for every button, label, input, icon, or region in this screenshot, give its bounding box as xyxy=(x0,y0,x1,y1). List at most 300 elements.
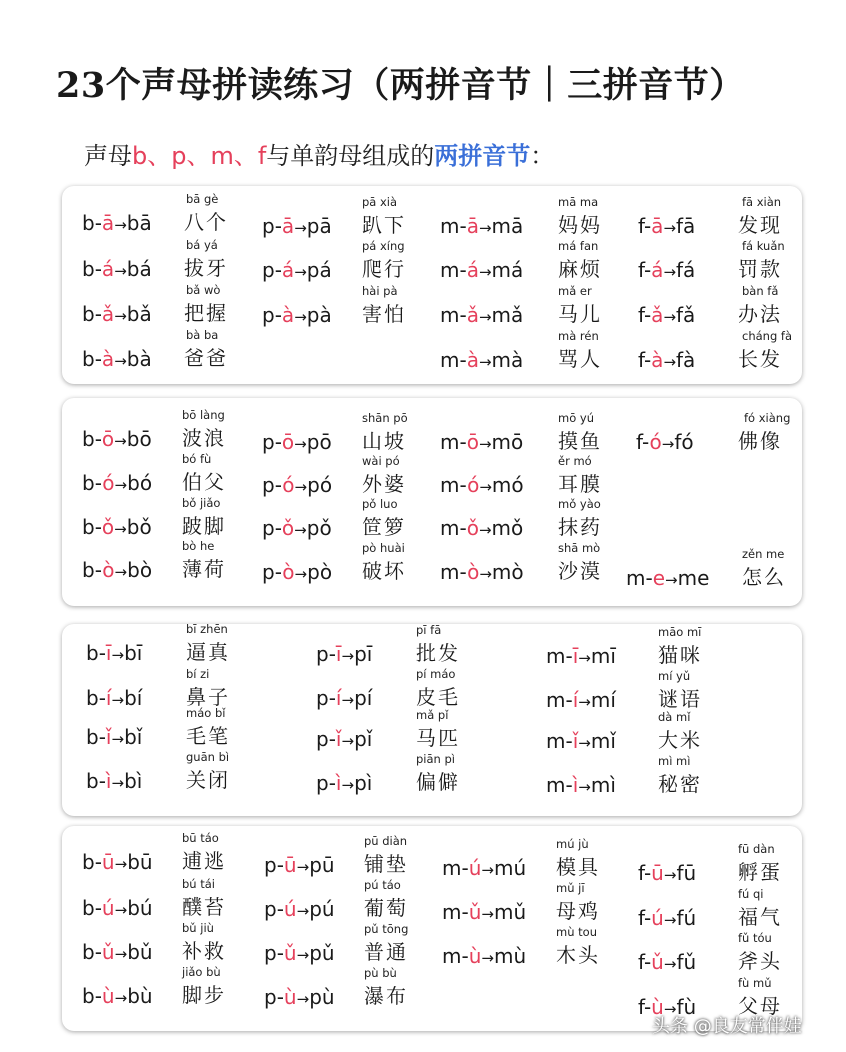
vowel: ō xyxy=(466,430,479,454)
pinyin-label: bí zi xyxy=(186,667,210,681)
chinese-word: 沙漠 xyxy=(558,559,602,583)
result-syllable: fù xyxy=(676,995,697,1019)
arrow-icon: → xyxy=(479,565,492,583)
vowel: ù xyxy=(468,944,482,968)
dash: - xyxy=(643,258,652,282)
initial: p xyxy=(262,473,275,497)
result-syllable: mō xyxy=(491,430,524,454)
spelling-equation xyxy=(546,729,616,755)
pinyin-label: fó xiàng xyxy=(744,411,791,425)
spelling-equation xyxy=(82,211,152,237)
pinyin-label: bú tái xyxy=(182,877,215,891)
dash: - xyxy=(94,896,102,920)
initial: p xyxy=(262,430,275,454)
pinyin-label: fū dàn xyxy=(738,842,775,856)
dash: - xyxy=(274,473,283,497)
result-syllable: pā xyxy=(306,214,332,238)
pinyin-label: fù mǔ xyxy=(738,976,772,990)
dash: - xyxy=(641,430,650,454)
result-syllable: mǔ xyxy=(493,900,527,924)
vowel: ǎ xyxy=(466,303,479,327)
arrow-icon: → xyxy=(111,691,125,709)
arrow-icon: → xyxy=(111,646,125,664)
vowel: ò xyxy=(282,560,295,584)
section-heading xyxy=(84,136,554,171)
arrow-icon: → xyxy=(478,353,492,371)
result-syllable: fā xyxy=(676,214,696,238)
pinyin-label: mú jù xyxy=(556,837,589,851)
arrow-icon: → xyxy=(341,647,355,665)
dash: - xyxy=(94,347,102,371)
chinese-word: 木头 xyxy=(556,943,600,967)
dash: - xyxy=(565,773,573,797)
pinyin-label: pù bù xyxy=(364,966,397,980)
arrow-icon: → xyxy=(661,435,675,453)
pinyin-label: mǒ yào xyxy=(558,497,601,511)
spelling-equation xyxy=(264,985,335,1011)
vowel: ǒ xyxy=(466,516,479,540)
chinese-word: 伯父 xyxy=(182,470,226,494)
initial: m xyxy=(440,560,460,584)
pinyin-label: bī zhēn xyxy=(186,622,228,636)
arrow-icon: → xyxy=(663,866,677,884)
dash: - xyxy=(461,856,469,880)
dash: - xyxy=(459,258,467,282)
pinyin-label: bǎ wò xyxy=(186,283,221,297)
arrow-icon: → xyxy=(296,858,310,876)
chinese-word: 骂人 xyxy=(558,347,602,371)
initial: f xyxy=(638,303,644,327)
arrow-icon: → xyxy=(296,946,310,964)
vowel: á xyxy=(281,258,295,282)
pinyin-label: mō yú xyxy=(558,411,594,425)
initial: p xyxy=(262,258,275,282)
initial: m xyxy=(440,473,460,497)
pinyin-label: fā xiàn xyxy=(742,195,782,209)
chinese-word: 逋逃 xyxy=(182,849,226,873)
spelling-equation xyxy=(316,642,372,668)
vowel: à xyxy=(281,303,295,327)
chinese-word: 皮毛 xyxy=(416,685,460,709)
spelling-equation xyxy=(82,850,153,876)
vowel: ó xyxy=(649,430,662,454)
spelling-equation xyxy=(86,641,142,667)
dash: - xyxy=(94,471,103,495)
initial: p xyxy=(264,853,277,877)
vowel: à xyxy=(466,348,479,372)
initial: p xyxy=(262,516,275,540)
chinese-word: 罚款 xyxy=(738,257,782,281)
spelling-equation xyxy=(262,214,332,240)
initial: b xyxy=(82,302,95,326)
spelling-equation xyxy=(262,258,332,284)
dash: - xyxy=(98,769,106,793)
pinyin-label: bàn fǎ xyxy=(742,284,779,298)
arrow-icon: → xyxy=(294,435,307,453)
chinese-word: 批发 xyxy=(416,641,460,665)
chinese-word: 猫咪 xyxy=(658,643,702,667)
result-syllable: bí xyxy=(124,686,143,710)
chinese-word: 偏僻 xyxy=(416,770,460,794)
initial: p xyxy=(316,642,329,666)
spelling-equation xyxy=(82,302,152,328)
dash: - xyxy=(94,515,102,539)
pinyin-label: mù tou xyxy=(556,925,597,939)
spelling-equation xyxy=(262,560,332,586)
chinese-word: 趴下 xyxy=(362,213,406,237)
pinyin-label: jiǎo bù xyxy=(182,965,221,979)
vowel: ā xyxy=(466,214,479,238)
chinese-word: 马儿 xyxy=(558,302,602,326)
result-syllable: mó xyxy=(491,473,524,497)
arrow-icon: → xyxy=(663,353,677,371)
dash: - xyxy=(565,688,573,712)
initial: p xyxy=(316,727,329,751)
spelling-equation xyxy=(264,941,335,967)
spelling-equation xyxy=(546,688,616,714)
vowel: ó xyxy=(282,473,295,497)
chinese-word: 怎么 xyxy=(742,565,786,589)
spelling-equation xyxy=(442,900,526,926)
arrow-icon: → xyxy=(481,905,494,923)
initial: b xyxy=(82,427,95,451)
dash: - xyxy=(94,427,102,451)
result-syllable: pà xyxy=(306,303,332,327)
spelling-equation xyxy=(440,430,523,456)
pinyin-label: mǎ pǐ xyxy=(416,708,449,722)
result-syllable: fà xyxy=(676,348,696,372)
vowel: ǎ xyxy=(101,302,115,326)
result-syllable: bó xyxy=(127,471,153,495)
pinyin-label: má fan xyxy=(558,239,599,253)
spelling-equation xyxy=(82,896,153,922)
dash: - xyxy=(645,566,653,590)
dash: - xyxy=(459,348,467,372)
dash: - xyxy=(274,258,282,282)
vowel: ǔ xyxy=(468,900,482,924)
spelling-equation xyxy=(638,303,695,329)
vowel: ú xyxy=(101,896,115,920)
vowel: ì xyxy=(105,769,112,793)
spelling-equation xyxy=(442,856,526,882)
arrow-icon: → xyxy=(481,861,494,879)
chinese-word: 波浪 xyxy=(182,426,226,450)
vowel: à xyxy=(101,347,115,371)
dash: - xyxy=(328,727,336,751)
pinyin-label: bó fù xyxy=(182,452,212,466)
chinese-word: 爬行 xyxy=(362,257,406,281)
pinyin-label: bà ba xyxy=(186,328,219,342)
arrow-icon: → xyxy=(478,308,492,326)
vowel: á xyxy=(466,258,479,282)
pinyin-label: mí yǔ xyxy=(658,669,691,683)
chinese-word: 大米 xyxy=(658,728,702,752)
dash: - xyxy=(94,302,102,326)
arrow-icon: → xyxy=(578,693,591,711)
spelling-equation xyxy=(440,560,524,586)
spelling-equation xyxy=(82,940,153,966)
result-syllable: mà xyxy=(491,348,524,372)
watermark: 头条 @良友常伴娃 xyxy=(652,1016,802,1037)
arrow-icon: → xyxy=(578,649,591,667)
spelling-equation xyxy=(316,727,372,753)
initial: b xyxy=(86,641,99,665)
result-syllable: fú xyxy=(676,906,697,930)
dash: - xyxy=(643,906,652,930)
dash: - xyxy=(565,644,573,668)
dash: - xyxy=(274,560,283,584)
vowel: ū xyxy=(101,850,115,874)
dash: - xyxy=(459,214,467,238)
dash: - xyxy=(459,560,468,584)
pinyin-label: pā xià xyxy=(362,195,398,209)
result-syllable: bǒ xyxy=(126,515,152,539)
pinyin-label: mǔ jī xyxy=(556,881,585,895)
chinese-word: 鼻子 xyxy=(186,685,230,709)
pinyin-label: fǔ tóu xyxy=(738,931,772,945)
vowel: ū xyxy=(283,853,297,877)
arrow-icon: → xyxy=(114,520,127,538)
pinyin-label: mǎ er xyxy=(558,284,592,298)
initial: b xyxy=(86,725,99,749)
pinyin-label: pí máo xyxy=(416,667,456,681)
arrow-icon: → xyxy=(114,563,128,581)
pinyin-label: mì mì xyxy=(658,754,691,768)
spelling-equation xyxy=(638,258,695,284)
vowel: ǒ xyxy=(101,515,115,539)
pinyin-label: piān pì xyxy=(416,752,455,766)
dash: - xyxy=(328,686,336,710)
dash: - xyxy=(459,473,468,497)
spelling-equation xyxy=(440,303,523,329)
result-syllable: bá xyxy=(126,257,152,281)
dash: - xyxy=(565,729,573,753)
arrow-icon: → xyxy=(111,730,125,748)
chinese-word: 福气 xyxy=(738,905,782,929)
chinese-word: 耳膜 xyxy=(558,472,602,496)
arrow-icon: → xyxy=(294,478,308,496)
initial: f xyxy=(638,861,644,885)
initial: m xyxy=(546,773,566,797)
dash: - xyxy=(276,897,284,921)
vowel: à xyxy=(651,348,664,372)
dash: - xyxy=(461,944,469,968)
vowel: á xyxy=(101,257,115,281)
vowel: ǔ xyxy=(651,950,664,974)
initial: p xyxy=(262,214,275,238)
vowel: ǐ xyxy=(105,725,112,749)
dash: - xyxy=(94,984,102,1008)
arrow-icon: → xyxy=(478,435,492,453)
vowel: ú xyxy=(468,856,482,880)
initial: m xyxy=(546,644,566,668)
chinese-word: 发现 xyxy=(738,213,782,237)
chinese-word: 爸爸 xyxy=(184,346,228,370)
initial: p xyxy=(262,560,275,584)
spelling-equation xyxy=(82,515,152,541)
initial: b xyxy=(82,471,95,495)
vowel: ā xyxy=(101,211,115,235)
chinese-word: 八个 xyxy=(184,210,228,234)
dash: - xyxy=(643,214,652,238)
arrow-icon: → xyxy=(294,565,308,583)
spelling-equation xyxy=(626,566,709,592)
arrow-icon: → xyxy=(296,902,310,920)
initial: m xyxy=(440,516,460,540)
initial: b xyxy=(82,257,95,281)
initial: f xyxy=(638,950,644,974)
result-syllable: fá xyxy=(676,258,696,282)
vowel: ó xyxy=(102,471,115,495)
chinese-word: 马匹 xyxy=(416,726,460,750)
spelling-equation xyxy=(638,348,695,374)
result-syllable: mí xyxy=(590,688,616,712)
vowel: ì xyxy=(335,771,342,795)
arrow-icon: → xyxy=(341,732,355,750)
result-syllable: mù xyxy=(493,944,527,968)
dash: - xyxy=(459,516,467,540)
arrow-icon: → xyxy=(663,219,677,237)
vowel: ǔ xyxy=(101,940,115,964)
arrow-icon: → xyxy=(114,432,127,450)
dash: - xyxy=(328,771,336,795)
arrow-icon: → xyxy=(294,263,307,281)
spelling-equation xyxy=(440,473,524,499)
dash: - xyxy=(643,995,652,1019)
chinese-word: 毛笔 xyxy=(186,724,230,748)
pinyin-label: hài pà xyxy=(362,284,398,298)
vowel: ā xyxy=(651,214,664,238)
initial: m xyxy=(440,430,460,454)
initial: m xyxy=(440,214,460,238)
spelling-equation xyxy=(638,906,696,932)
spelling-equation xyxy=(82,257,152,283)
pinyin-label: guān bì xyxy=(186,750,230,764)
result-syllable: pá xyxy=(306,258,332,282)
result-syllable: mú xyxy=(493,856,527,880)
arrow-icon: → xyxy=(294,219,307,237)
chinese-word: 孵蛋 xyxy=(738,860,782,884)
spelling-equation xyxy=(638,861,696,887)
arrow-icon: → xyxy=(114,352,127,370)
pinyin-label: bū táo xyxy=(182,831,219,845)
initial: f xyxy=(638,995,644,1019)
initial: m xyxy=(546,688,566,712)
chinese-word: 长发 xyxy=(738,347,782,371)
pinyin-label: cháng fà xyxy=(742,329,792,343)
initial: b xyxy=(82,984,95,1008)
initial: m xyxy=(626,566,646,590)
initial: b xyxy=(82,896,95,920)
vowel: ó xyxy=(467,473,480,497)
pinyin-label: māo mī xyxy=(658,625,702,639)
initial: p xyxy=(262,303,275,327)
spelling-equation xyxy=(264,897,335,923)
initial: m xyxy=(442,944,462,968)
spelling-equation xyxy=(82,984,153,1010)
chinese-word: 关闭 xyxy=(186,768,230,792)
result-syllable: mī xyxy=(590,644,616,668)
result-syllable: pí xyxy=(354,686,373,710)
chinese-word: 醭苔 xyxy=(182,895,226,919)
pinyin-label: máo bǐ xyxy=(186,706,226,720)
arrow-icon: → xyxy=(114,262,127,280)
heading-prefix: 声母 xyxy=(84,142,132,170)
result-syllable: bā xyxy=(126,211,152,235)
arrow-icon: → xyxy=(294,521,307,539)
dash: - xyxy=(98,641,106,665)
dash: - xyxy=(643,950,652,974)
spelling-equation xyxy=(262,430,332,456)
spelling-equation xyxy=(546,644,616,670)
page-title: 23个声母拼读练习（两拼音节｜三拼音节） xyxy=(56,65,745,106)
dash: - xyxy=(94,211,102,235)
chinese-word: 葡萄 xyxy=(364,896,408,920)
spelling-equation xyxy=(82,347,152,373)
spelling-equation xyxy=(440,214,523,240)
result-syllable: bǔ xyxy=(127,940,153,964)
chinese-word: 脚步 xyxy=(182,983,226,1007)
heading-colon: ： xyxy=(530,142,555,170)
initial: p xyxy=(316,686,329,710)
initial: f xyxy=(638,258,644,282)
dash: - xyxy=(276,941,284,965)
chinese-word: 办法 xyxy=(738,302,782,326)
pinyin-label: bǔ jiù xyxy=(182,921,214,935)
arrow-icon: → xyxy=(114,855,128,873)
initial: m xyxy=(440,303,460,327)
vowel: ī xyxy=(105,641,112,665)
result-syllable: bò xyxy=(127,558,153,582)
result-syllable: mǐ xyxy=(590,729,616,753)
arrow-icon: → xyxy=(114,216,127,234)
result-syllable: pǒ xyxy=(306,516,332,540)
pinyin-label: pú táo xyxy=(364,878,401,892)
initial: m xyxy=(442,856,462,880)
dash: - xyxy=(94,850,102,874)
chinese-word: 妈妈 xyxy=(558,213,602,237)
arrow-icon: → xyxy=(114,989,128,1007)
dash: - xyxy=(98,686,106,710)
arrow-icon: → xyxy=(114,307,127,325)
result-syllable: bǐ xyxy=(124,725,143,749)
result-syllable: bī xyxy=(124,641,143,665)
pinyin-label: mā ma xyxy=(558,195,599,209)
chinese-word: 拔牙 xyxy=(184,256,228,280)
chinese-word: 斧头 xyxy=(738,949,782,973)
dash: - xyxy=(328,642,336,666)
dash: - xyxy=(643,348,652,372)
vowel: ò xyxy=(467,560,480,584)
chinese-word: 麻烦 xyxy=(558,257,602,281)
spelling-equation xyxy=(440,348,523,374)
pinyin-label: bá yá xyxy=(186,238,218,252)
vowel: í xyxy=(105,686,112,710)
arrow-icon: → xyxy=(479,478,492,496)
chinese-word: 山坡 xyxy=(362,429,406,453)
spelling-equation xyxy=(546,773,616,799)
result-syllable: pū xyxy=(309,853,335,877)
arrow-icon: → xyxy=(663,263,677,281)
spelling-equation xyxy=(82,558,152,584)
result-syllable: mā xyxy=(491,214,524,238)
chinese-word: 秘密 xyxy=(658,772,702,796)
initial: m xyxy=(440,348,460,372)
result-syllable: mì xyxy=(590,773,616,797)
dash: - xyxy=(94,940,102,964)
chinese-word: 铺垫 xyxy=(364,852,408,876)
spelling-equation xyxy=(636,430,694,456)
